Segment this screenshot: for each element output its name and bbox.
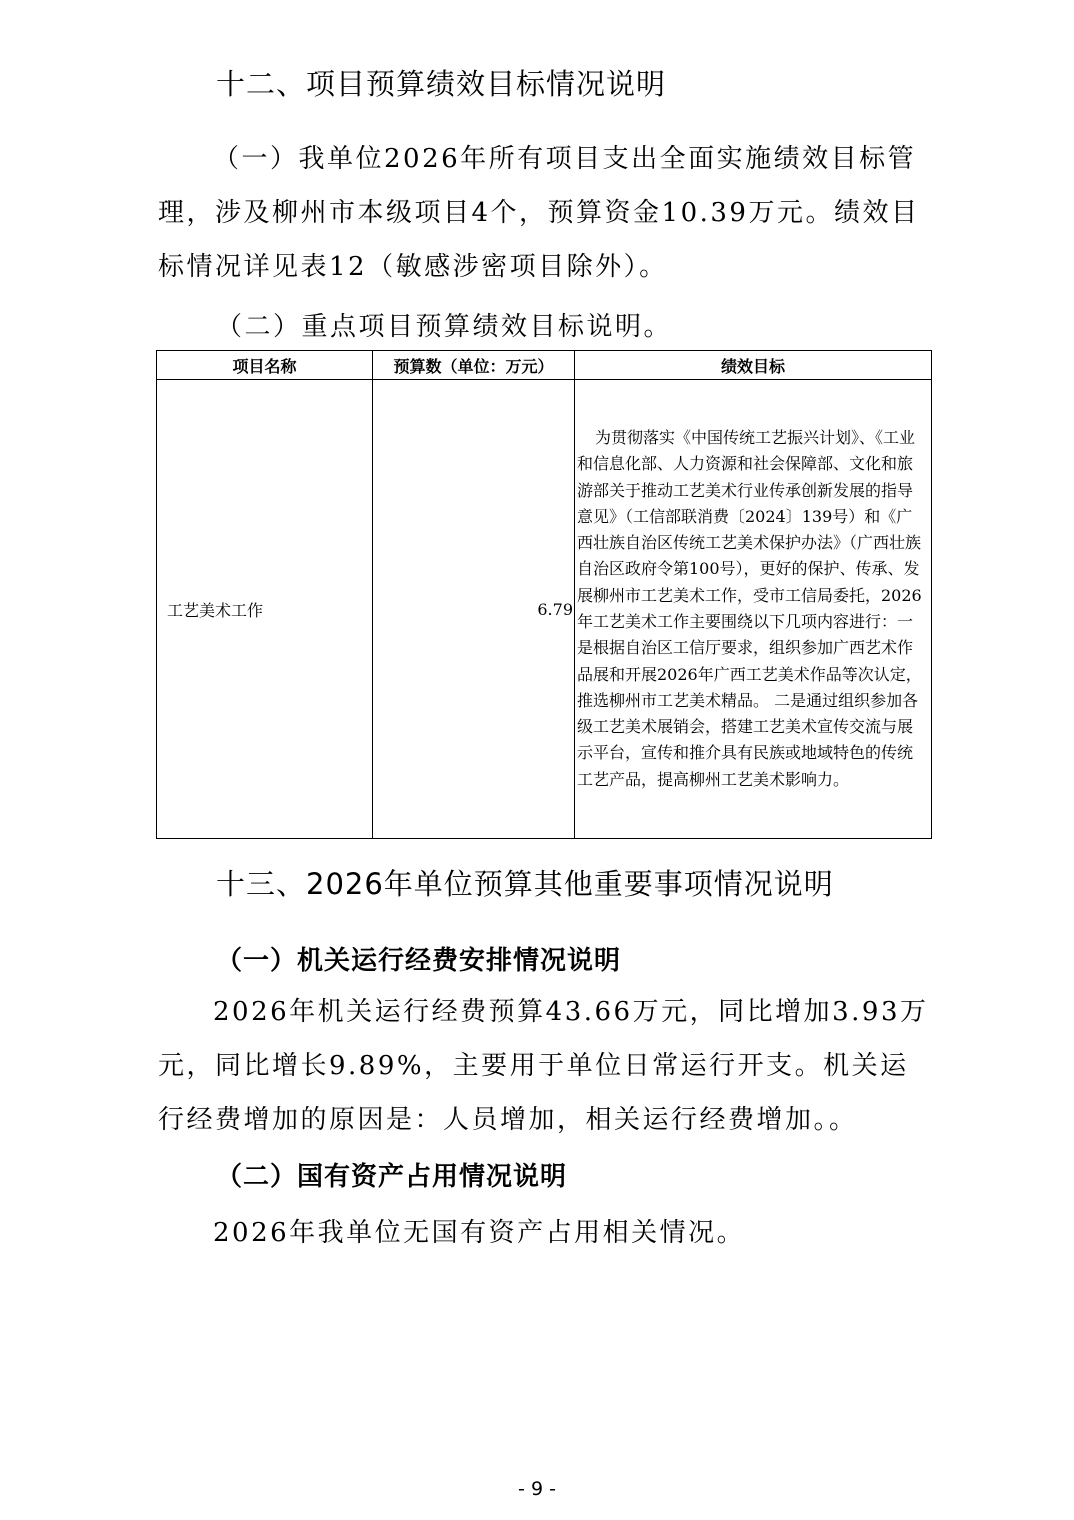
section-13-subheading-1: （一）机关运行经费安排情况说明 — [216, 946, 622, 976]
header-budget-amount: 预算数（单位：万元） — [373, 351, 575, 380]
performance-goal-table — [156, 350, 932, 839]
cell-performance-goal: 为贯彻落实《中国传统工艺振兴计划》、《工业和信息化部、人力资源和社会保障部、文化和旅游部关于推动工艺美术行业传承创新发展的指导意见》（工信部联消费〔2024〕139号）和《广西壮族自治区传统工艺美术保护办法》（广西壮族自治区政府令第100号），更好的保护、传承、发展柳州市工艺美术工作，受市工信局委托，2026年工艺美术工作主要围绕以下几项内容进行：一是根据自治区工信厅要求，组织参加广西艺术作品展和开展2026年广西工艺美术作品等次认定，推选柳州市工艺美术精品。 二是通过组织参加各级工艺美术展销会，搭建工艺美术宣传交流与展示平台，宣传和推介具有民族或地域特色的传统工艺产品，提高柳州工艺美术影响力。 — [575, 380, 932, 839]
table-header-row — [157, 351, 932, 380]
cell-project-name: 工艺美术工作 — [157, 380, 373, 839]
page-number: - 9 - — [518, 1478, 556, 1500]
section-12-paragraph-2: （二）重点项目预算绩效目标说明。 — [216, 312, 673, 342]
table-row — [157, 380, 932, 839]
section-13-subheading-2: （二）国有资产占用情况说明 — [216, 1162, 568, 1192]
section-13-paragraph-1: 2026年机关运行经费预算43.66万元，同比增加3.93万元，同比增长9.89%，主要用于单位日常运行开支。机关运行经费增加的原因是：人员增加，相关运行经费增加。。 — [158, 997, 929, 1135]
section-12-paragraph-1: （一）我单位2026年所有项目支出全面实施绩效目标管理，涉及柳州市本级项目4个，预算资金10.39万元。绩效目标情况详见表12（敏感涉密项目除外）。 — [158, 144, 920, 282]
header-performance-goal: 绩效目标 — [575, 351, 932, 380]
cell-budget-amount: 6.79 — [373, 380, 575, 839]
section-13-heading: 十三、2026年单位预算其他重要事项情况说明 — [216, 867, 834, 901]
section-12-heading: 十二、项目预算绩效目标情况说明 — [216, 67, 667, 101]
header-project-name: 项目名称 — [157, 351, 373, 380]
section-13-paragraph-2: 2026年我单位无国有资产占用相关情况。 — [213, 1218, 746, 1248]
